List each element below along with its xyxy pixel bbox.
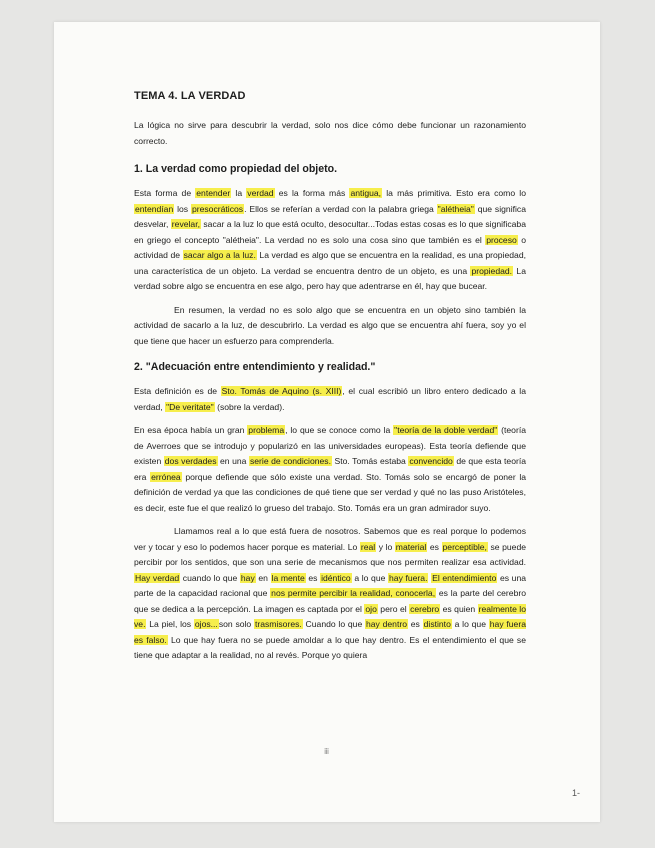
text-run: La piel, los (146, 619, 194, 629)
text-run: en una (217, 456, 249, 466)
section-2-heading: 2. "Adecuación entre entendimiento y realidad." (134, 361, 376, 373)
text-run: Cuando lo que (302, 619, 365, 629)
highlighted-text: real (360, 541, 376, 552)
text-run: En resumen, la verdad no es solo algo que se encuentra en un objeto sino también la actividad de sacarlo a la luz, de descubrirlo. La verdad es algo que se encuentra ahí fuera, soy yo el que tiene que hacer un esfuerzo para comprenderla. (134, 304, 526, 346)
highlighted-text: material (395, 541, 427, 552)
text-run: La verdad sobre algo se encuentra en ese algo, pero hay que adentrarse en él, hay que bucear. (134, 265, 526, 291)
highlighted-text: "alétheia" (437, 203, 474, 214)
highlighted-text: revelar, (171, 219, 200, 229)
section-2-paragraph-1 (134, 384, 526, 415)
text-run: la (231, 188, 247, 198)
highlighted-text: hay fuera es falso. (134, 619, 526, 645)
highlighted-text: "teoría de la doble verdad" (394, 425, 498, 435)
text-run: (teoría de Averroes que se introdujo y popularizó en las universidades europeas). Esta teoría defiende que existen (134, 425, 526, 466)
text-run: Llamamos real a lo que está fuera de nosotros. Sabemos que es real porque lo podemos ver y tocar y eso lo podemos hacer porque es material. Lo (134, 526, 526, 552)
text-run: En esa época había un gran (134, 425, 248, 435)
text-run: , lo que se conoce como la (285, 425, 394, 435)
text-run: o actividad de (134, 234, 526, 260)
highlighted-text: convencido (409, 456, 453, 466)
highlighted-text: antigua, (350, 188, 382, 198)
text-run: en (255, 572, 271, 583)
document-content (134, 90, 526, 672)
highlighted-text: nos permite percibir la realidad, conocerla, (271, 588, 436, 598)
text-run: es la forma más (274, 188, 350, 198)
text-run: es una parte de la capacidad racional que (134, 572, 526, 598)
text-run: a lo que (351, 572, 389, 583)
highlighted-text: trasmisores. (254, 619, 302, 629)
highlighted-text: serie de condiciones. (249, 456, 331, 466)
text-run: pero el (377, 603, 410, 614)
highlighted-text: problema (248, 425, 285, 435)
highlighted-text: entendían (135, 203, 174, 214)
text-run: , el cual escribió un libro entero dedicado a la verdad, (134, 386, 526, 412)
highlighted-text: hay fuera. (389, 572, 428, 583)
text-run: cuando lo que (180, 572, 240, 583)
highlighted-text: cerebro (410, 603, 440, 614)
text-run: se puede percibir por los sentidos, que son una serie de mecanismos que nos permiten realizar esa actividad. (134, 541, 527, 567)
section-1-paragraph-2 (134, 303, 526, 350)
highlighted-text: sacar algo a la luz. (183, 250, 256, 260)
section-2-paragraph-3 (134, 524, 526, 664)
text-run: es la parte del cerebro que se dedica a la percepción. La imagen es captada por el (134, 588, 526, 614)
section-1-heading: 1. La verdad como propiedad del objeto. (134, 163, 338, 175)
text-run: es (427, 541, 442, 552)
text-run: a lo que (451, 619, 489, 629)
highlighted-text: propiedad. (471, 265, 513, 276)
text-run: La verdad es algo que se encuentra en la realidad, es una propiedad, una característica de un objeto. La verdad se encuentra dentro de un objeto, es una (134, 250, 527, 276)
highlighted-text: hay (240, 572, 255, 583)
text-run: . Ellos se referían a verdad con la palabra griega (244, 203, 437, 214)
highlighted-text: proceso (486, 234, 517, 245)
highlighted-text: perceptible, (442, 541, 487, 552)
highlighted-text: errónea (151, 471, 181, 482)
highlighted-text: hay dentro (366, 619, 407, 629)
highlighted-text: la mente (271, 572, 305, 583)
text-run: es (408, 619, 423, 629)
highlighted-text: entender (196, 188, 231, 198)
highlighted-text: Hay verdad (135, 572, 180, 583)
section-1-paragraph-1 (134, 186, 526, 295)
text-run: la más primitiva. Esto era como lo (382, 188, 526, 198)
text-run: de que esta teoría era (134, 456, 527, 482)
highlighted-text: distinto (423, 619, 451, 629)
footer-mark: ⅲ (324, 747, 330, 756)
text-run: Sto. Tomás estaba (331, 456, 409, 466)
text-run: Esta definición es de (134, 386, 221, 396)
highlighted-text: verdad (247, 188, 274, 198)
text-run: que significa desvelar, (134, 203, 526, 229)
highlighted-text: Sto. Tomás de Aquino (s. XIII) (221, 386, 342, 396)
highlighted-text: El entendimiento (432, 572, 497, 583)
text-run: sacar a la luz lo que está oculto, desocultar...Todas estas cosas es lo que significaba en griego el concepto "alétheia". La verdad no es solo una cosa sino que también es el (134, 219, 526, 245)
highlighted-text: ojos... (194, 619, 218, 629)
section-2-paragraph-2 (134, 423, 526, 516)
highlighted-text: "De veritate" (166, 401, 214, 412)
intro-paragraph: La lógica no sirve para descubrir la verdad, solo nos dice cómo debe funcionar un razonamiento correcto. (134, 120, 526, 146)
page-number: 1- (572, 788, 581, 798)
text-run: es (305, 572, 321, 583)
text-run: es quien (440, 603, 478, 614)
text-run: (sobre la verdad). (214, 401, 285, 412)
text-run: Esta forma de (134, 188, 196, 198)
text-run: y lo (376, 541, 395, 552)
page-title: TEMA 4. LA VERDAD (134, 90, 246, 102)
text-run: son solo (218, 619, 254, 629)
text-run: los (174, 203, 191, 214)
highlighted-text: realmente lo ve. (134, 603, 526, 629)
highlighted-text: dos verdades (164, 456, 217, 466)
highlighted-text: presocráticos (191, 203, 244, 214)
text-run: porque defiende que sólo existe una verdad. Sto. Tomás solo se encargó de poner la definición de verdad ya que las condiciones de qué tiene que ser verdad y qué no las puso Aristóteles, es decir, este fue el que realizó lo grueso del trabajo. Sto. Tomás era un gran admirador suyo. (134, 471, 527, 513)
text-run: Lo que hay fuera no se puede amoldar a lo que hay dentro. Es el entendimiento el que se tiene que adaptar a la realidad, no al revés. Porque yo quiera (134, 634, 526, 660)
highlighted-text: ojo (365, 603, 377, 614)
highlighted-text: idéntico (321, 572, 351, 583)
